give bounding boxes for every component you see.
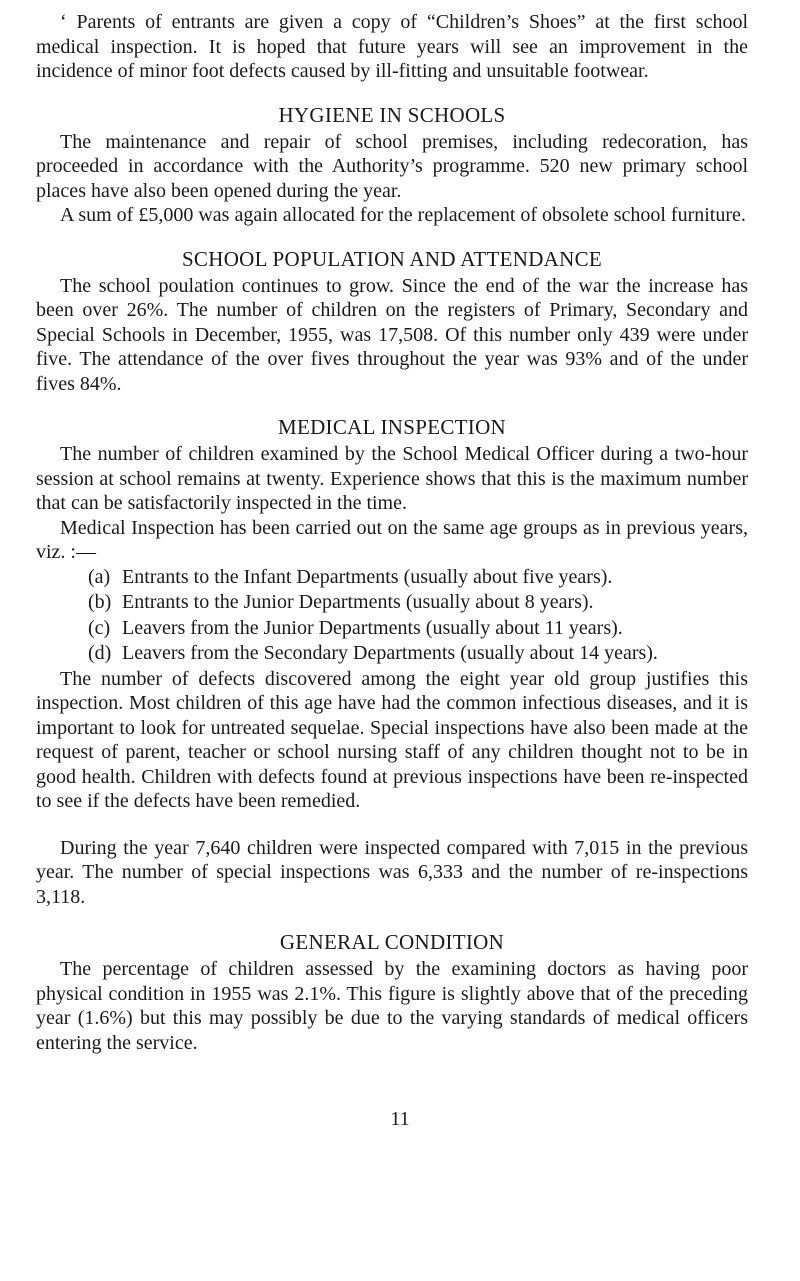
list-item-text: Leavers from the Junior Departments (usually about 11 years).: [122, 616, 623, 639]
list-marker: (b): [88, 591, 112, 613]
list-item-text: Entrants to the Junior Departments (usually about 8 years).: [122, 591, 594, 613]
heading-general-condition: GENERAL CONDITION: [279, 930, 505, 954]
list-item: [88, 565, 748, 591]
list-marker: (c): [88, 616, 111, 639]
population-paragraph-1: The school poulation continues to grow. Since the end of the war the increase has been over 26%. The number of children on the registers of Primary, Secondary and Special Schools in December, 1955, was 17,508. Of this number only 439 were under five. The attendance of the over fives throughout the year was 93% and of the under fives 84%.: [36, 274, 748, 395]
medical-paragraph-4: During the year 7,640 children were inspected compared with 7,015 in the previous year. The number of special inspections was 6,333 and the number of re-inspections 3,118.: [36, 836, 748, 908]
medical-paragraph-3: The number of defects discovered among the eight year old group justifies this inspection. Most children of this age have had the common infectious diseases, and it is important to look for untreated sequelae. Special inspections have also been made at the request of parent, teacher or school nursing staff of any children thought not to be in good health. Children with defects found at previous inspections have been re-inspected to see if the defects have been remedied.: [36, 667, 748, 812]
list-marker: (d): [88, 642, 112, 664]
heading-population: SCHOOL POPULATION AND ATTENDANCE: [181, 246, 603, 271]
list-marker: (a): [88, 565, 111, 588]
list-item-text: Entrants to the Infant Departments (usually about five years).: [122, 565, 613, 588]
list-item: [88, 641, 748, 667]
age-group-list: [36, 565, 748, 667]
list-item: [88, 590, 748, 616]
general-paragraph-1: The percentage of children assessed by the examining doctors as having poor physical condition in 1955 was 2.1%. This figure is slightly above that of the preceding year (1.6%) but this may possibly be due to the varying standards of medical officers entering the service.: [36, 958, 748, 1054]
hygiene-paragraph-1: The maintenance and repair of school premises, including redecoration, has proceeded in accordance with the Authority’s programme. 520 new primary school places have also been opened during the year.: [36, 130, 748, 202]
medical-paragraph-1: The number of children examined by the School Medical Officer during a two-hour session at school remains at twenty. Experience shows that this is the maximum number that can be satisfactorily inspected in the time.: [36, 443, 748, 514]
intro-paragraph: ‘ Parents of entrants are given a copy of “Children’s Shoes” at the first school medical inspection. It is hoped that future years will see an improvement in the incidence of minor foot defects caused by ill-fitting and unsuitable footwear.: [36, 11, 748, 82]
heading-medical-inspection: MEDICAL INSPECTION: [277, 415, 507, 439]
medical-paragraph-2: Medical Inspection has been carried out on the same age groups as in previous years, viz. :—: [36, 516, 748, 563]
hygiene-paragraph-2: A sum of £5,000 was again allocated for the replacement of obsolete school furniture.: [60, 204, 746, 226]
list-item: [88, 616, 748, 642]
heading-hygiene: HYGIENE IN SCHOOLS: [278, 102, 506, 127]
page-number: 11: [390, 1108, 410, 1130]
list-item-text: Leavers from the Secondary Departments (usually about 14 years).: [122, 642, 658, 664]
